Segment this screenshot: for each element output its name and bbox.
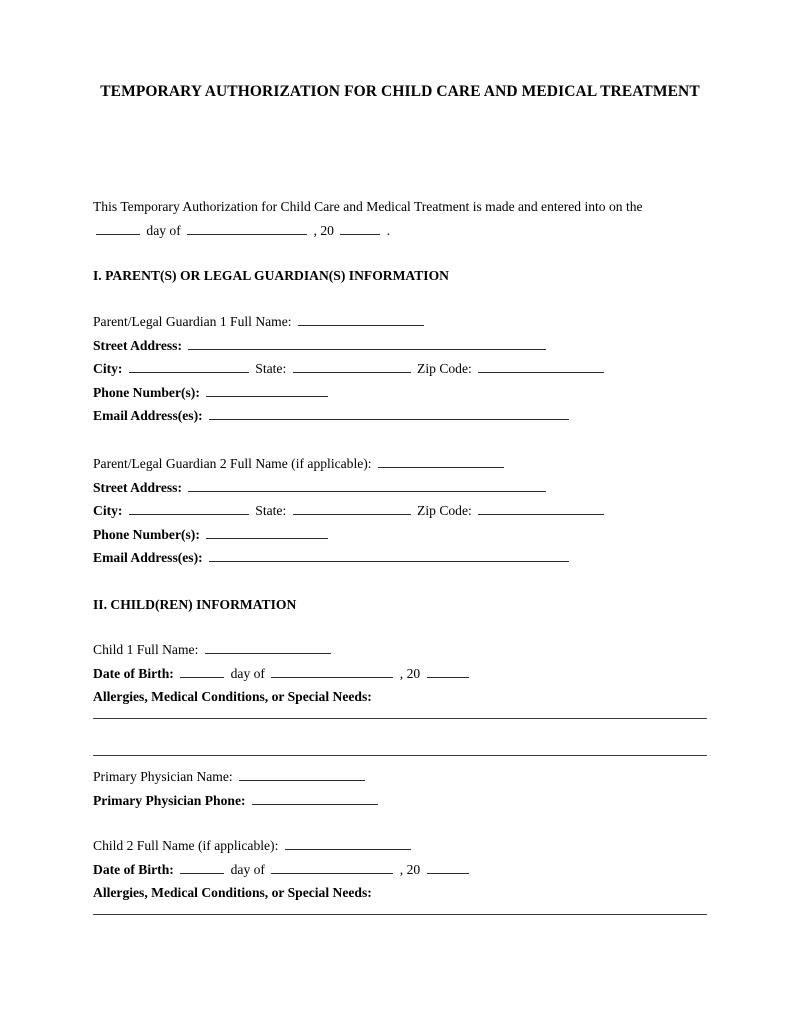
parent-1-block <box>93 310 713 428</box>
child-1-dob-day-of-label: day of <box>230 665 265 681</box>
parent-1-name-blank[interactable] <box>298 316 424 326</box>
parent-1-zip-blank[interactable] <box>478 363 604 373</box>
parent-2-email-blank[interactable] <box>209 552 569 562</box>
parent-2-name-row <box>93 452 713 476</box>
parent-1-state-blank[interactable] <box>293 363 411 373</box>
parent-1-email-label: Email Address(es): <box>93 408 203 423</box>
child-1-allergies-row <box>93 685 713 709</box>
parent-1-city-blank[interactable] <box>129 363 249 373</box>
child-1-dob-day-blank[interactable] <box>180 668 224 678</box>
child-1-dob-year-prefix: , 20 <box>399 665 421 681</box>
parent-2-phone-label: Phone Number(s): <box>93 526 200 542</box>
parent-2-city-label: City: <box>93 503 123 518</box>
child-2-dob-row <box>93 858 713 882</box>
parent-1-email-blank[interactable] <box>209 410 569 420</box>
child-1-allergies-rule-2[interactable] <box>93 755 707 756</box>
parent-1-name-row <box>93 310 713 334</box>
intro-month-blank[interactable] <box>187 225 307 235</box>
child-1-physician-phone-row <box>93 789 713 813</box>
parent-1-phone-blank[interactable] <box>206 387 328 397</box>
child-2-name-blank[interactable] <box>285 840 411 850</box>
intro-day-of-label: day of <box>146 222 181 238</box>
parent-2-block <box>93 452 713 570</box>
parent-1-email-row <box>93 404 713 428</box>
parent-2-name-blank[interactable] <box>378 458 504 468</box>
child-1-physician-name-blank[interactable] <box>239 771 365 781</box>
child-1-dob-year-blank[interactable] <box>427 668 469 678</box>
child-1-block <box>93 638 713 709</box>
child-1-physician-phone-blank[interactable] <box>252 795 378 805</box>
child-2-name-label: Child 2 Full Name (if applicable): <box>93 838 279 853</box>
child-1-physician-name-row <box>93 765 713 789</box>
intro-date-line <box>93 219 713 243</box>
parent-1-phone-label: Phone Number(s): <box>93 384 200 400</box>
child-1-physician-name-label: Primary Physician Name: <box>93 769 233 784</box>
parent-2-name-label: Parent/Legal Guardian 2 Full Name (if applicable): <box>93 456 372 471</box>
parent-2-street-blank[interactable] <box>188 482 546 492</box>
child-1-physician-block <box>93 765 713 812</box>
child-1-name-row <box>93 638 713 662</box>
child-1-dob-label: Date of Birth: <box>93 665 174 681</box>
section-2-heading: II. CHILD(REN) INFORMATION <box>93 597 297 612</box>
child-2-dob-year-prefix: , 20 <box>399 861 421 877</box>
parent-2-zip-label: Zip Code: <box>417 503 472 518</box>
section-1-heading: I. PARENT(S) OR LEGAL GUARDIAN(S) INFORMATION <box>93 268 449 283</box>
child-2-dob-day-of-label: day of <box>230 861 265 877</box>
parent-2-street-row <box>93 476 713 500</box>
child-1-name-label: Child 1 Full Name: <box>93 642 199 657</box>
intro-text: This Temporary Authorization for Child Care and Medical Treatment is made and entered into on the <box>93 199 643 214</box>
child-1-dob-row <box>93 662 713 686</box>
intro-period: . <box>386 222 391 238</box>
intro-year-blank[interactable] <box>340 225 380 235</box>
child-2-block <box>93 834 713 905</box>
parent-2-phone-row <box>93 523 713 547</box>
child-1-allergies-rule-1[interactable] <box>93 718 707 719</box>
child-2-dob-day-blank[interactable] <box>180 864 224 874</box>
section-1 <box>93 264 713 288</box>
child-2-name-row <box>93 834 713 858</box>
intro-year-prefix: , 20 <box>313 222 334 238</box>
parent-1-zip-label: Zip Code: <box>417 361 472 376</box>
parent-1-street-row <box>93 334 713 358</box>
child-1-physician-phone-label: Primary Physician Phone: <box>93 792 246 808</box>
parent-2-email-row <box>93 546 713 570</box>
parent-1-city-row <box>93 357 713 381</box>
parent-1-city-label: City: <box>93 361 123 376</box>
parent-2-state-blank[interactable] <box>293 505 411 515</box>
parent-2-city-row <box>93 499 713 523</box>
section-2 <box>93 593 713 617</box>
child-1-allergies-label: Allergies, Medical Conditions, or Special Needs: <box>93 689 372 704</box>
parent-1-name-label: Parent/Legal Guardian 1 Full Name: <box>93 314 292 329</box>
parent-1-street-blank[interactable] <box>188 340 546 350</box>
intro-paragraph <box>93 195 713 242</box>
parent-2-email-label: Email Address(es): <box>93 550 203 565</box>
child-2-allergies-row <box>93 881 713 905</box>
child-2-dob-year-blank[interactable] <box>427 864 469 874</box>
parent-2-zip-blank[interactable] <box>478 505 604 515</box>
child-2-dob-label: Date of Birth: <box>93 861 174 877</box>
parent-1-phone-row <box>93 381 713 405</box>
parent-1-state-label: State: <box>255 361 287 376</box>
child-1-dob-month-blank[interactable] <box>271 668 393 678</box>
page-title: TEMPORARY AUTHORIZATION FOR CHILD CARE AND MEDICAL TREATMENT <box>100 83 700 100</box>
parent-1-street-label: Street Address: <box>93 337 182 353</box>
intro-day-blank[interactable] <box>96 225 140 235</box>
child-1-name-blank[interactable] <box>205 644 331 654</box>
parent-2-state-label: State: <box>255 503 287 518</box>
parent-2-city-blank[interactable] <box>129 505 249 515</box>
parent-2-phone-blank[interactable] <box>206 529 328 539</box>
child-2-allergies-rule-1[interactable] <box>93 914 707 915</box>
parent-2-street-label: Street Address: <box>93 479 182 495</box>
child-2-dob-month-blank[interactable] <box>271 864 393 874</box>
child-2-allergies-label: Allergies, Medical Conditions, or Special Needs: <box>93 885 372 900</box>
